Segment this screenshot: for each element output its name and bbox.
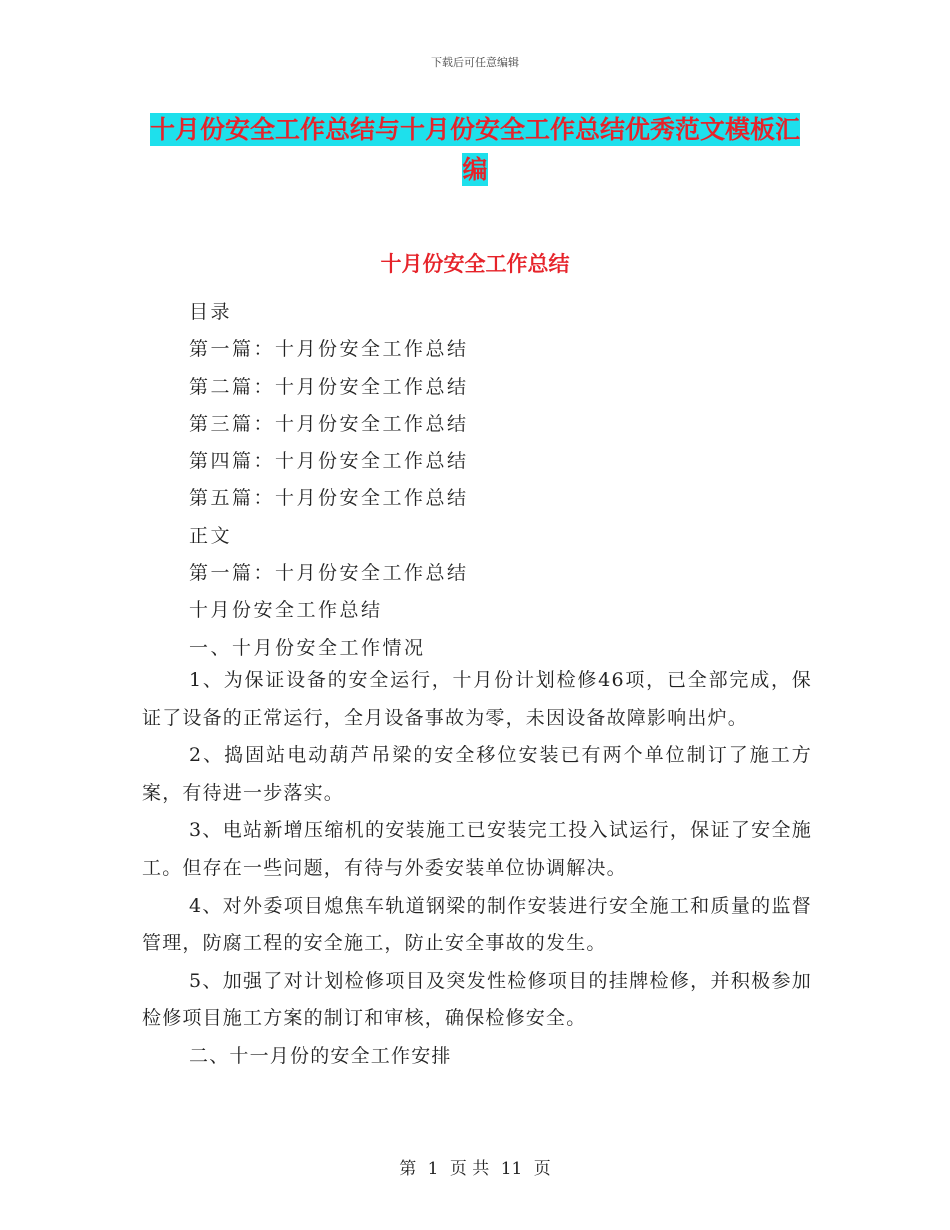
paragraph: 1、为保证设备的安全运行，十月份计划检修46项，已全部完成，保证了设备的正常运行，全月设备事故为零，未因设备故障影响出炉。 (142, 669, 812, 729)
toc-line: 第一篇：十月份安全工作总结 (189, 338, 469, 361)
footer-suffix: 页 (533, 1159, 551, 1179)
footer-middle: 页 共 (449, 1159, 490, 1179)
toc-line: 目录 (189, 301, 233, 323)
body-text (142, 662, 812, 1076)
toc-line: 十月份安全工作总结 (189, 599, 383, 622)
toc-line: 正文 (189, 524, 233, 547)
footer-page-number: 1 (427, 1159, 439, 1179)
section-title: 十月份安全工作总结 (380, 252, 570, 276)
toc-line: 一、十月份安全工作情况 (189, 636, 426, 659)
table-of-contents (189, 294, 829, 667)
page-footer (0, 1154, 950, 1179)
footer-total-pages: 11 (500, 1159, 523, 1179)
toc-line: 第一篇：十月份安全工作总结 (189, 562, 469, 585)
toc-line: 第二篇：十月份安全工作总结 (189, 375, 469, 398)
footer-prefix: 第 (399, 1159, 417, 1179)
paragraph: 3、电站新增压缩机的安装施工已安装完工投入试运行，保证了安全施工。但存在一些问题，有待与外委安装单位协调解决。 (142, 819, 812, 879)
toc-line: 第五篇：十月份安全工作总结 (189, 487, 469, 510)
paragraph: 2、捣固站电动葫芦吊梁的安全移位安装已有两个单位制订了施工方案，有待进一步落实。 (142, 744, 812, 804)
document-title (140, 110, 810, 190)
paragraph: 4、对外委项目熄焦车轨道钢梁的制作安装进行安全施工和质量的监督管理，防腐工程的安全施工，防止安全事故的发生。 (142, 894, 812, 955)
toc-line: 第四篇：十月份安全工作总结 (189, 450, 469, 473)
header-note: 下载后可任意编辑 (431, 56, 519, 69)
document-title-text: 十月份安全工作总结与十月份安全工作总结优秀范文模板汇编 (149, 115, 800, 184)
paragraph: 5、加强了对计划检修项目及突发性检修项目的挂牌检修，并积极参加检修项目施工方案的制订和审核，确保检修安全。 (142, 969, 812, 1030)
paragraph: 二、十一月份的安全工作安排 (189, 1044, 452, 1067)
toc-line: 第三篇：十月份安全工作总结 (189, 412, 469, 435)
